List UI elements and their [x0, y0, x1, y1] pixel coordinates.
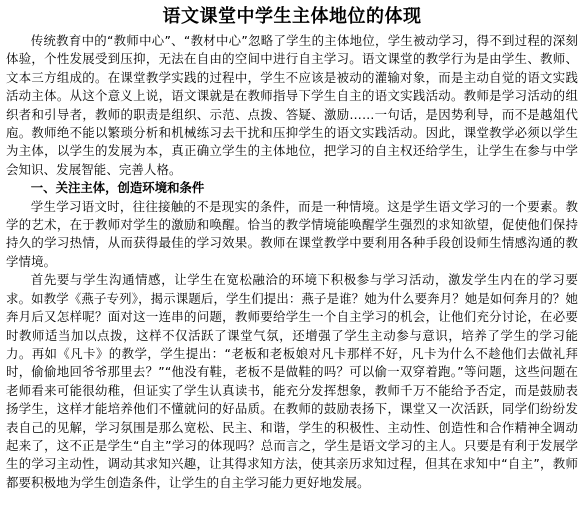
document-title: 语文课堂中学生主体地位的体现 — [162, 6, 422, 27]
section-heading: 一、关注主体，创造环境和条件 — [30, 180, 205, 196]
section-paragraph-1: 学生学习语文时，往往接触的不是现实的条件，而是一种情境。这是学生语文学习的一个要素。教学的艺术，在于教师对学生的激励和唤醒。恰当的教学情境能唤醒学生强烈的求知欲望，促使他们保持持久的学习热情，从而获得最佳的学习效果。教师在课堂教学中要利用各种手段创设师生情感沟通的教学情境。 — [6, 198, 578, 269]
section-paragraph-2: 首先要与学生沟通情感，让学生在宽松融洽的环境下积极参与学习活动，激发学生内在的学习要求。如教学《燕子专列》，揭示课题后，学生们提出：燕子是谁？她为什么要奔月？她是如何奔月的？她奔月后又怎样呢？面对这一连串的问题，教师要给学生一个自主学习的机会，让他们充分讨论，在必要时教师适当加以点拨，这样不仅活跃了课堂气氛，还增强了学生主动参与意识，培养了学生的学习能力。再如《凡卡》的教学，学生提出：“老板和老板娘对凡卡那样不好，凡卡为什么不趁他们去做礼拜时，偷偷地回爷爷那里去？”“他没有鞋，老板不是做鞋的吗？可以偷一双穿着跑。”等问题，这些问题在老师看来可能很幼稚，但证实了学生认真读书，能充分发挥想象，教师千万不能给予否定，而是鼓励表扬学生，这样才能培养他们不懂就问的好品质。在教师的鼓励表扬下，课堂又一次活跃，同学们纷纷发表自己的见解，学习氛围是那么宽松、民主、和谐，学生的积极性、主动性、创造性和合作精神全调动起来了，这不正是学生“自主”学习的体现吗？总而言之，学生是语文学习的主人。只要是有利于发展学生的学习主动性，调动其求知兴趣，让其得求知方法，使其亲历求知过程，但其在求知中“自主”，教师都要积极地为学生创造条件，让学生的自主学习能力更好地发展。 — [6, 272, 578, 490]
intro-paragraph: 传统教育中的“教师中心”、“教材中心”忽略了学生的主体地位，学生被动学习，得不到过程的深刻体验，个性发展受到压抑，无法在自由的空间中进行自主学习。语文课堂的教学行为是由学生、教师、文本三方组成的。在课堂教学实践的过程中，学生不应该是被动的灌输对象，而是主动自觉的语文实践活动主体。从这个意义上说，语文课就是在教师指导下学生自主的语文实践活动。教师是学习活动的组织者和引导者，教师的职责是组织、示范、点拨、答疑、激励……一句话，是因势利导，而不是越俎代庖。教师绝不能以繁琐分析和机械练习去干扰和压抑学生的语文实践活动。因此，课堂教学必须以学生为主体，以学生的发展为本，真正确立学生的主体地位，把学习的自主权还给学生，让学生在参与中学会知识、发展智能、完善人格。 — [6, 33, 578, 177]
